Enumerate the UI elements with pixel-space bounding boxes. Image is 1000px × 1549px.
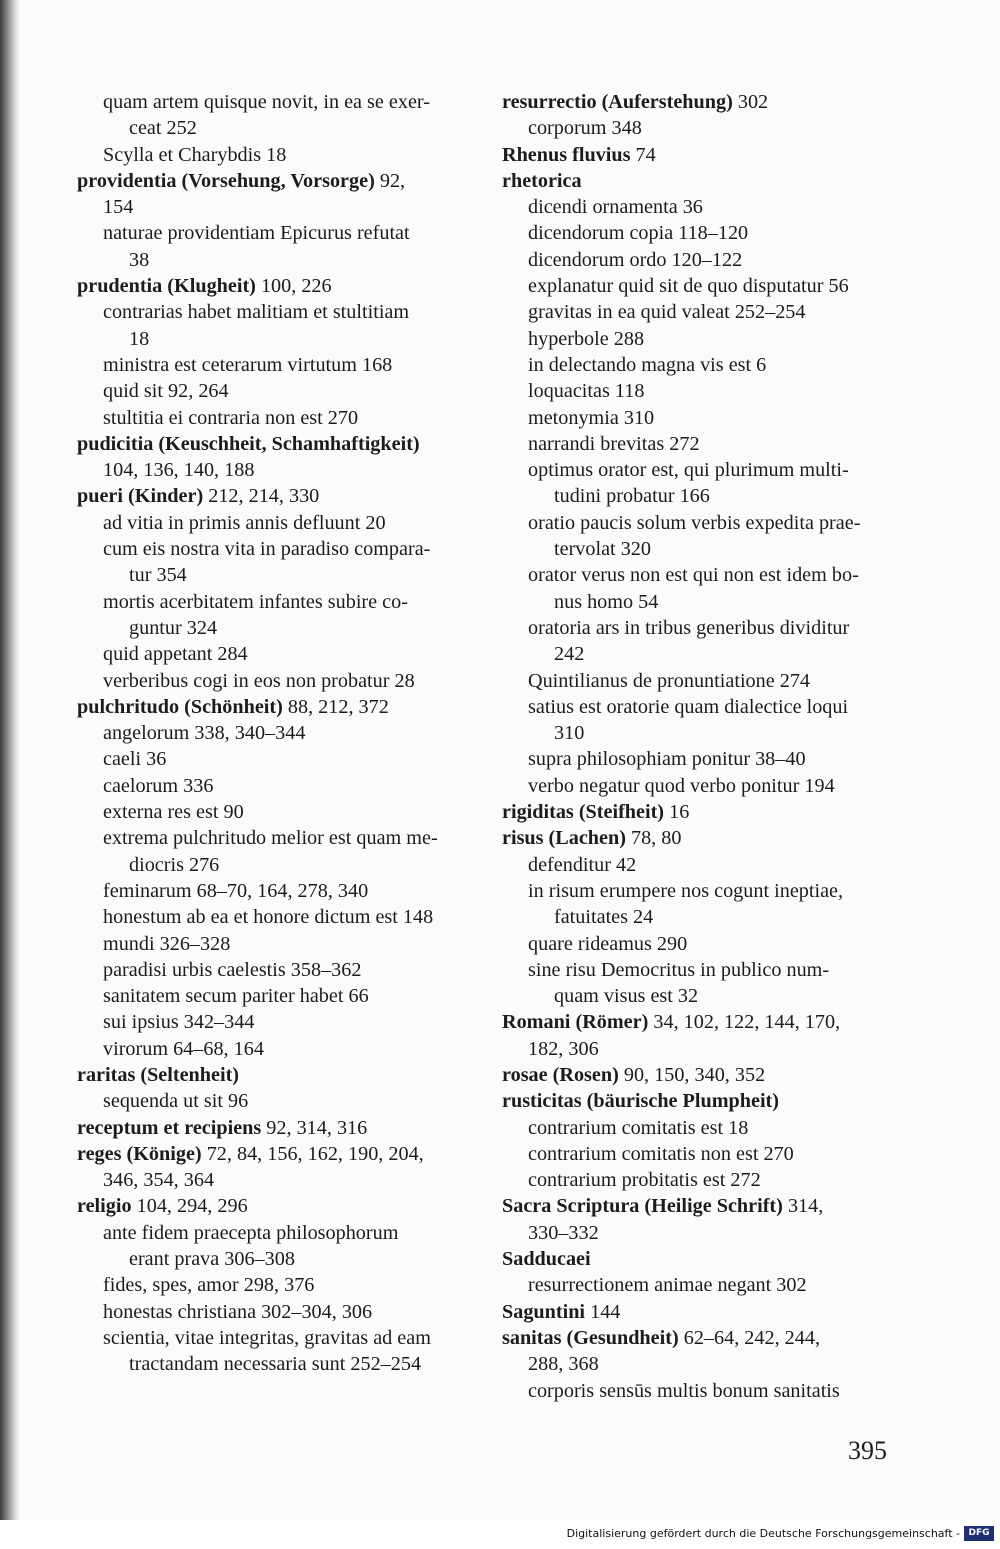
index-subentry-continuation: 38 [129,248,150,271]
index-subentry: dicendi ornamenta 36 [528,196,703,219]
index-subentry: loquacitas 118 [528,380,645,403]
index-subentry: defenditur 42 [528,853,637,876]
index-subentry-continuation: 18 [129,327,150,350]
index-term: rusticitas (bäurische Plumpheit) [502,1090,780,1113]
index-subentry: sanitatem secum pariter habet 66 [103,985,369,1008]
index-heading-entry [77,273,487,299]
index-subentry-continuation: tervolat 320 [554,538,651,561]
index-subentry-continuation: ceat 252 [129,117,197,140]
index-heading-entry [502,142,912,168]
index-heading-entry [77,1193,487,1219]
index-column-right [502,89,912,1404]
index-page-refs: 92, 314, 316 [261,1116,368,1139]
index-subentry: virorum 64–68, 164 [103,1037,264,1060]
index-subentry: quare rideamus 290 [528,932,688,955]
index-page-refs: 100, 226 [255,275,332,298]
index-subentry: contrarium comitatis non est 270 [528,1142,794,1165]
index-heading-entry [502,1062,912,1088]
index-entry-continuation: 346, 354, 364 [103,1169,215,1192]
index-subentry: sequenda ut sit 96 [103,1090,249,1113]
index-subentry: ministra est ceterarum virtutum 168 [103,353,393,376]
index-subentry: quam artem quisque novit, in ea se exer- [103,91,430,113]
footer-bar [0,1520,1000,1549]
index-page-refs: 62–64, 242, 244, [678,1326,820,1349]
index-subentry: externa res est 90 [103,801,244,824]
index-term: providentia (Vorsehung, Vorsorge) [77,169,375,192]
index-term: sanitas (Gesundheit) [502,1326,679,1349]
index-term: risus (Lachen) [502,827,626,850]
index-column-left [77,89,487,1378]
index-subentry: scientia, vitae integritas, gravitas ad eam [103,1326,431,1349]
index-page-refs: 104, 294, 296 [131,1195,248,1218]
index-term: raritas (Seltenheit) [77,1063,240,1086]
index-page-refs: 314, [782,1195,824,1218]
index-subentry: sui ipsius 342–344 [103,1011,255,1034]
index-heading-entry [502,1299,912,1325]
index-heading-entry [77,431,487,457]
index-subentry: fides, spes, amor 298, 376 [103,1274,315,1297]
index-term: receptum et recipiens [77,1116,262,1139]
index-heading-entry [502,1246,912,1272]
index-page-refs: 144 [585,1300,621,1323]
index-subentry: gravitas in ea quid valeat 252–254 [528,301,806,324]
index-subentry: contrarium comitatis est 18 [528,1116,749,1139]
index-subentry: sine risu Democritus in publico num- [528,958,830,981]
index-subentry-continuation: nus homo 54 [554,590,659,613]
index-subentry-continuation: diocris 276 [129,853,220,876]
index-subentry: honestas christiana 302–304, 306 [103,1300,373,1323]
index-subentry: oratoria ars in tribus generibus dividitur [528,616,850,639]
index-heading-entry [502,799,912,825]
index-subentry: supra philosophiam ponitur 38–40 [528,748,806,771]
index-subentry: caelorum 336 [103,774,214,797]
index-subentry-continuation: erant prava 306–308 [129,1248,295,1271]
index-heading-entry [77,1062,487,1088]
index-heading-entry [502,825,912,851]
index-subentry: hyperbole 288 [528,327,645,350]
index-subentry: stultitia ei contraria non est 270 [103,406,359,429]
index-subentry: optimus orator est, qui plurimum multi- [528,459,849,482]
index-subentry: mundi 326–328 [103,932,231,955]
index-term: rigiditas (Steifheit) [502,801,665,824]
index-subentry: Quintilianus de pronuntiatione 274 [528,669,811,692]
index-entry-continuation: 182, 306 [528,1037,599,1060]
index-heading-entry [502,1193,912,1219]
index-subentry: quid sit 92, 264 [103,380,229,403]
index-heading-entry [502,1009,912,1035]
index-subentry: dicendorum copia 118–120 [528,222,749,245]
index-subentry: resurrectionem animae negant 302 [528,1274,807,1297]
index-subentry: orator verus non est qui non est idem bo- [528,564,859,587]
index-subentry-continuation: tractandam necessaria sunt 252–254 [129,1353,422,1376]
index-subentry: dicendorum ordo 120–122 [528,248,743,271]
index-heading-entry [502,89,912,115]
index-subentry: angelorum 338, 340–344 [103,722,306,745]
index-heading-entry [77,1141,487,1167]
index-term: Rhenus fluvius [502,143,631,166]
index-subentry: Scylla et Charybdis 18 [103,143,287,166]
index-page-refs: 34, 102, 122, 144, 170, [648,1011,841,1034]
index-subentry: corporis sensūs multis bonum sanitatis [528,1379,840,1402]
binding-shadow [0,0,20,1520]
index-entry-continuation: 288, 368 [528,1353,599,1376]
index-heading-entry [77,483,487,509]
index-page-refs: 74 [630,143,656,166]
index-subentry-continuation: fatuitates 24 [554,906,654,929]
index-subentry: honestum ab ea et honore dictum est 148 [103,906,434,929]
index-subentry: feminarum 68–70, 164, 278, 340 [103,879,369,902]
index-heading-entry [502,1088,912,1114]
index-subentry: contrarium probitatis est 272 [528,1169,761,1192]
index-subentry-continuation: tudini probatur 166 [554,485,710,508]
index-subentry: in risum erumpere nos cogunt ineptiae, [528,879,844,902]
index-subentry-continuation: tur 354 [129,564,187,587]
index-heading-entry [77,1115,487,1141]
index-subentry: naturae providentiam Epicurus refutat [103,222,410,245]
index-term: religio [77,1195,132,1218]
index-page-refs: 90, 150, 340, 352 [618,1063,766,1086]
index-page-refs: 212, 214, 330 [203,485,320,508]
index-term: Saguntini [502,1300,586,1323]
index-term: pudicitia (Keuschheit, Schamhaftigkeit) [77,432,420,455]
index-subentry: in delectando magna vis est 6 [528,353,767,376]
index-subentry-continuation: 242 [554,643,585,666]
index-heading-entry [502,168,912,194]
index-subentry: quid appetant 284 [103,643,248,666]
index-term: pueri (Kinder) [77,485,204,508]
index-subentry-continuation: quam visus est 32 [554,985,699,1008]
index-term: Romani (Römer) [502,1011,649,1034]
index-subentry-continuation: guntur 324 [129,616,218,639]
index-page-refs: 92, [374,169,406,192]
index-term: prudentia (Klugheit) [77,275,256,298]
index-heading-entry [77,168,487,194]
index-subentry-continuation: 310 [554,722,585,745]
index-term: Sadducaei [502,1248,591,1271]
index-subentry: explanatur quid sit de quo disputatur 56 [528,275,849,298]
index-term: rhetorica [502,169,582,192]
index-subentry: extrema pulchritudo melior est quam me- [103,827,438,850]
index-term: Sacra Scriptura (Heilige Schrift) [502,1195,783,1218]
dfg-logo: DFG [964,1526,994,1541]
index-subentry: narrandi brevitas 272 [528,432,700,455]
index-subentry: paradisi urbis caelestis 358–362 [103,958,362,981]
index-entry-continuation: 104, 136, 140, 188 [103,459,255,482]
index-heading-entry [77,694,487,720]
index-page-refs: 16 [664,801,690,824]
index-page-refs: 302 [732,91,769,113]
index-subentry: ante fidem praecepta philosophorum [103,1221,399,1244]
index-subentry: oratio paucis solum verbis expedita prae- [528,511,861,534]
index-page-refs: 88, 212, 372 [282,695,389,718]
index-heading-entry [502,1325,912,1351]
index-entry-continuation: 154 [103,196,134,219]
footer-credit: Digitalisierung gefördert durch die Deutsche Forschungsgemeinschaft - [566,1527,960,1540]
index-page-refs: 72, 84, 156, 162, 190, 204, [201,1142,424,1165]
index-subentry: contrarias habet malitiam et stultitiam [103,301,410,324]
index-subentry: cum eis nostra vita in paradiso compara- [103,538,431,561]
index-subentry: corporum 348 [528,117,642,140]
index-subentry: caeli 36 [103,748,167,771]
index-entry-continuation: 330–332 [528,1221,599,1244]
index-term: reges (Könige) [77,1142,202,1165]
index-subentry: mortis acerbitatem infantes subire co- [103,590,408,613]
index-term: resurrectio (Auferstehung) [502,91,733,113]
index-subentry: verbo negatur quod verbo ponitur 194 [528,774,835,797]
index-term: pulchritudo (Schönheit) [77,695,283,718]
index-page-refs: 78, 80 [625,827,682,850]
page-number: 395 [848,1436,887,1465]
index-subentry: verberibus cogi in eos non probatur 28 [103,669,415,692]
index-subentry: ad vitia in primis annis defluunt 20 [103,511,386,534]
index-term: rosae (Rosen) [502,1063,619,1086]
index-subentry: metonymia 310 [528,406,655,429]
index-subentry: satius est oratorie quam dialectice loqui [528,695,849,718]
